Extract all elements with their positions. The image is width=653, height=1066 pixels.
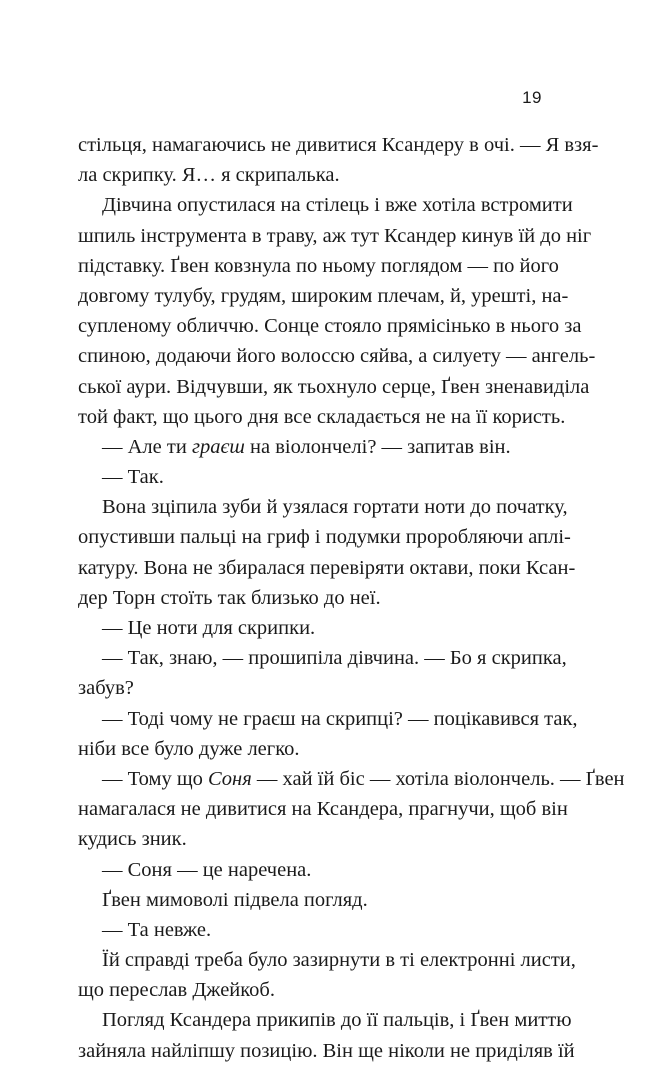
text-line: опустивши пальці на гриф і подумки проробляючи аплі- [78, 526, 571, 549]
text-line: що переслав Джейкоб. [78, 979, 275, 1002]
text-line: — Та невже. [102, 918, 212, 941]
text-run: — Тому що [102, 767, 208, 790]
text-line: ла скрипку. Я… я скрипалька. [78, 164, 340, 187]
text-line: Погляд Ксандера прикипів до її пальців, і Ґвен миттю [102, 1009, 572, 1032]
italic-run: Соня [207, 767, 252, 790]
italic-run: граєш [191, 435, 245, 458]
text-line [78, 764, 625, 794]
page-number: 19 [522, 88, 542, 107]
text-line: забув? [78, 677, 134, 700]
text-line: — Тоді чому не граєш на скрипці? — поцікавився так, [102, 707, 578, 730]
text-line: той факт, що цього дня все складається не на її користь. [78, 405, 566, 428]
text-line: — Так. [102, 466, 164, 489]
text-line: ніби все було дуже легко. [78, 737, 300, 760]
text-line: підставку. Ґвен ковзнула по ньому поглядом — по його [78, 254, 559, 277]
text-line: Вона зціпила зуби й узялася гортати ноти до початку, [102, 496, 568, 519]
text-line: стільця, намагаючись не дивитися Ксандеру в очі. — Я взя- [78, 134, 599, 156]
text-run: — хай їй біс — хотіла віолончель. — Ґвен [251, 767, 625, 790]
text-line: Ґвен мимоволі підвела погляд. [102, 888, 368, 911]
text-run: на віолончелі? — запитав він. [244, 435, 511, 458]
text-line: — Так, знаю, — прошипіла дівчина. — Бо я скрипка, [102, 647, 567, 670]
text-line: Їй справді треба було зазирнути в ті електронні листи, [102, 949, 576, 972]
text-line: зайняла найліпшу позицію. Він ще ніколи не приділяв їй [78, 1039, 575, 1062]
text-line: Дівчина опустилася на стілець і вже хотіла встромити [102, 194, 573, 217]
text-line: супленому обличчю. Сонце стояло прямісінько в нього за [78, 315, 582, 338]
text-line: дер Торн стоїть так близько до неї. [78, 586, 381, 609]
text-line: шпиль інструмента в траву, аж тут Ксандер кинув їй до ніг [78, 224, 592, 247]
text-line [78, 432, 544, 462]
text-line: — Соня — це наречена. [102, 858, 312, 881]
text-line: спиною, додаючи його волоссю сяйва, а силуету — ангель- [78, 345, 596, 368]
text-line: кудись зник. [78, 828, 187, 851]
text-line: довгому тулубу, грудям, широким плечам, й, урешті, на- [78, 284, 569, 307]
text-line: — Це ноти для скрипки. [102, 617, 316, 639]
text-run: — Але ти [102, 435, 192, 458]
text-line: намагалася не дивитися на Ксандера, прагнучи, щоб він [78, 798, 568, 821]
text-line: катуру. Вона не збиралася перевіряти октави, поки Ксан- [78, 556, 576, 579]
text-line: ської аури. Відчувши, як тьохнуло серце, Ґвен зненавиділа [78, 375, 590, 398]
body-text [78, 130, 625, 1066]
